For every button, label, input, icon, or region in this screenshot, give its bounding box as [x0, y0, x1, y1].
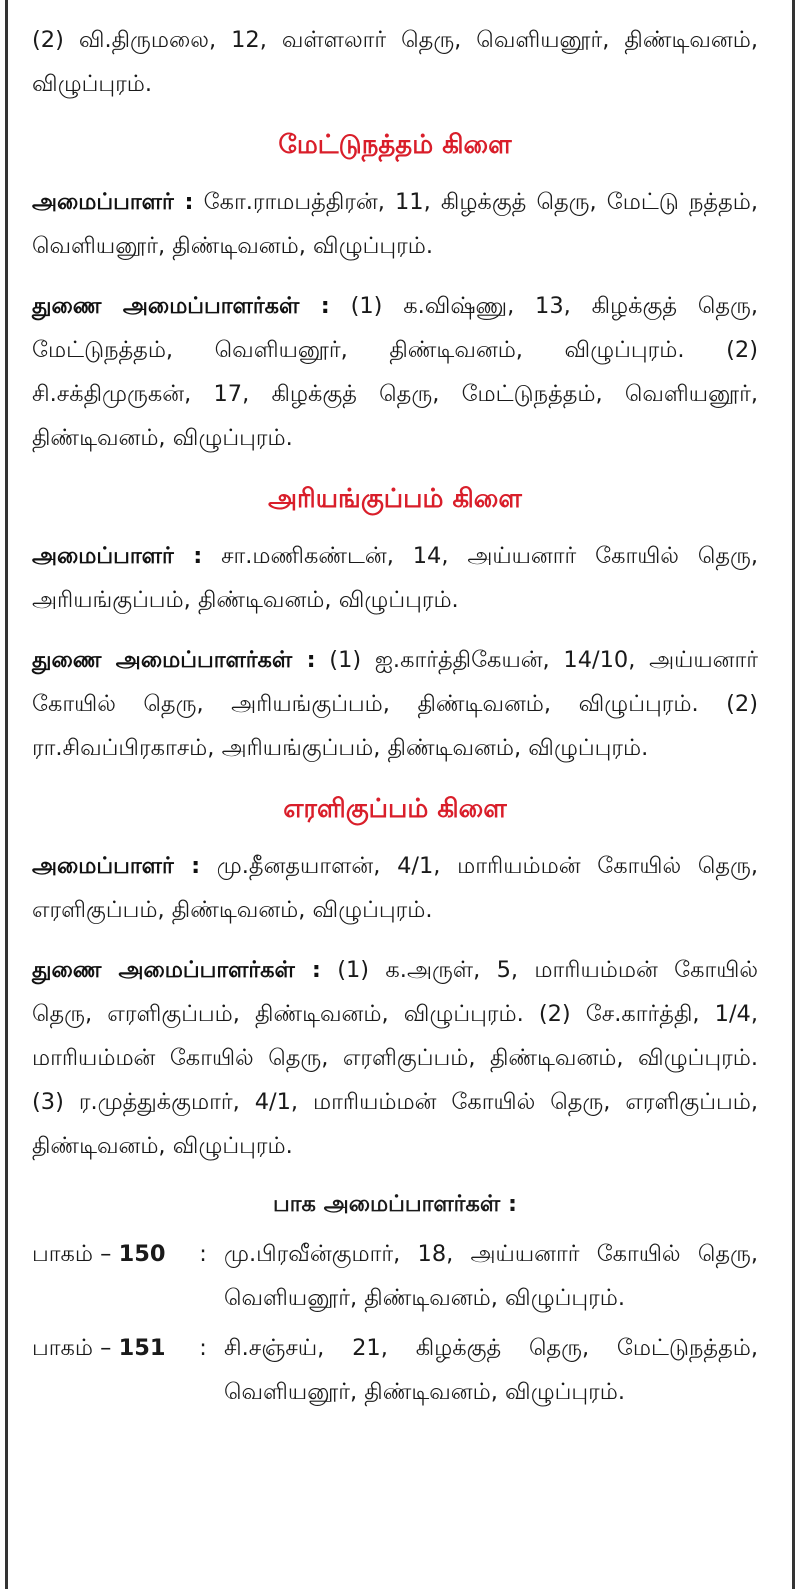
part-label: பாகம் –	[32, 1335, 112, 1361]
organizer-text: சா.மணிகண்டன், 14, அய்யனார் கோயில் தெரு, அரியங்குப்பம், திண்டிவனம், விழுப்புரம்.	[32, 543, 758, 613]
deputies-paragraph	[32, 284, 758, 460]
organizer-paragraph	[32, 180, 758, 268]
deputies-label: துணை அமைப்பாளர்கள் :	[32, 293, 330, 319]
part-separator: :	[199, 1335, 207, 1361]
part-number-value: 151	[118, 1335, 166, 1361]
document-page	[5, 0, 795, 1589]
intro-paragraph: (2) வி.திருமலை, 12, வள்ளலார் தெரு, வெளியனூர், திண்டிவனம், விழுப்புரம்.	[32, 27, 758, 97]
part-organizers-heading: பாக அமைப்பாளர்கள் :	[273, 1191, 517, 1217]
part-row	[32, 1326, 758, 1414]
branch-title: எரளிகுப்பம் கிளை	[283, 794, 507, 824]
branch-section-ariyankuppam	[32, 476, 758, 770]
branch-section-mettunatham	[32, 122, 758, 460]
deputies-text: (1) க.அருள், 5, மாரியம்மன் கோயில் தெரு, எரளிகுப்பம், திண்டிவனம், விழுப்புரம். (2) சே.கார்த்தி, 1/4, மாரியம்மன் கோயில் தெரு, எரளிகுப்பம், திண்டிவனம், விழுப்புரம். (3) ர.முத்துக்குமார், 4/1, மாரியம்மன் கோயில் தெரு, எரளிகுப்பம், திண்டிவனம், விழுப்புரம்.	[32, 957, 758, 1159]
part-organizer-text: சி.சஞ்சய், 21, கிழக்குத் தெரு, மேட்டுநத்தம், வெளியனூர், திண்டிவனம், விழுப்புரம்.	[224, 1335, 758, 1405]
deputies-text: (1) ஐ.கார்த்திகேயன், 14/10, அய்யனார் கோயில் தெரு, அரியங்குப்பம், திண்டிவனம், விழுப்புரம். (2) ரா.சிவப்பிரகாசம், அரியங்குப்பம், திண்டிவனம், விழுப்புரம்.	[32, 647, 759, 761]
part-number	[32, 1326, 182, 1414]
deputies-text: (1) க.விஷ்ணு, 13, கிழக்குத் தெரு, மேட்டுநத்தம், வெளியனூர், திண்டிவனம், விழுப்புரம். (2) சி.சக்திமுருகன், 17, கிழக்குத் தெரு, மேட்டுநத்தம், வெளியனூர், திண்டிவனம், விழுப்புரம்.	[32, 293, 759, 451]
organizer-paragraph	[32, 844, 758, 932]
part-label: பாகம் –	[32, 1241, 112, 1267]
part-row	[32, 1232, 758, 1320]
deputies-label: துணை அமைப்பாளர்கள் :	[32, 647, 316, 673]
part-number-value: 150	[118, 1241, 166, 1267]
part-organizer-text: மு.பிரவீன்குமார், 18, அய்யனார் கோயில் தெரு, வெளியனூர், திண்டிவனம், விழுப்புரம்.	[224, 1241, 758, 1311]
part-organizers-section	[32, 1184, 758, 1414]
branch-title: மேட்டுநத்தம் கிளை	[278, 130, 512, 160]
deputies-paragraph	[32, 638, 758, 770]
organizer-label: அமைப்பாளர் :	[32, 543, 203, 569]
branch-title: அரியங்குப்பம் கிளை	[268, 484, 522, 514]
organizer-text: கோ.ராமபத்திரன், 11, கிழக்குத் தெரு, மேட்டு நத்தம், வெளியனூர், திண்டிவனம், விழுப்புரம்.	[32, 189, 758, 259]
deputies-label: துணை அமைப்பாளர்கள் :	[32, 957, 321, 983]
part-number	[32, 1232, 182, 1320]
organizer-paragraph	[32, 534, 758, 622]
organizer-label: அமைப்பாளர் :	[32, 189, 194, 215]
organizer-text: மு.தீனதயாளன், 4/1, மாரியம்மன் கோயில் தெரு, எரளிகுப்பம், திண்டிவனம், விழுப்புரம்.	[32, 853, 758, 923]
deputies-paragraph	[32, 948, 758, 1168]
part-separator: :	[199, 1241, 207, 1267]
branch-section-eralikuppam	[32, 786, 758, 1168]
organizer-label: அமைப்பாளர் :	[32, 853, 201, 879]
